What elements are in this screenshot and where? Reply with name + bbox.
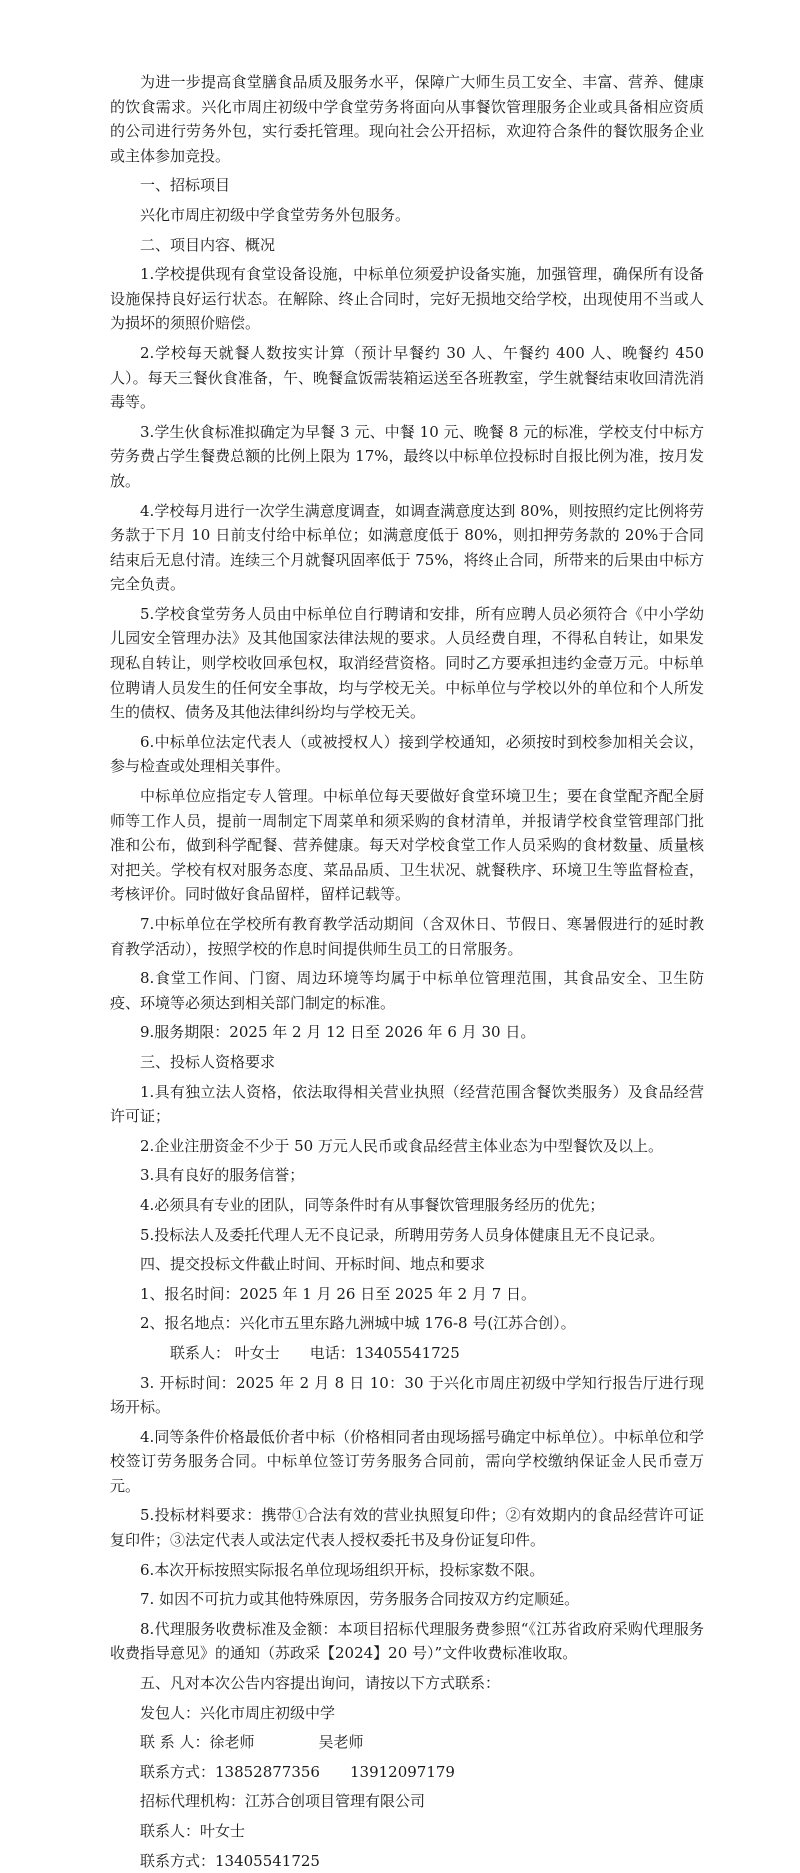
contact-person-2: 吴老师 xyxy=(318,1733,364,1752)
project-name: 兴化市周庄初级中学食堂劳务外包服务。 xyxy=(140,205,411,224)
section-heading: 五、凡对本次公告内容提出询问，请按以下方式联系： xyxy=(140,1674,501,1693)
content-item: 4.学校每月进行一次学生满意度调查，如调查满意度达到 80%，则按照约定比例将劳务款于下月 10 日前支付给中标单位；如满意度低于 80%，则扣押劳务款的 20%于合同结束后无息付清。连续三个月就餐巩固率低于 75%，将终止合同，所带来的后果由中标方完全负责。 xyxy=(110,501,704,594)
registration-contact xyxy=(140,1341,704,1366)
content-item: 3.学生伙食标准拟确定为早餐 3 元、中餐 10 元、晚餐 8 元的标准，学校支付中标方劳务费占学生餐费总额的比例上限为 17%，最终以中标单位投标时自报比例为准，按月发放。 xyxy=(110,422,704,490)
bid-item: 5.投标材料要求：携带①合法有效的营业执照复印件；②有效期内的食品经营许可证复印件；③法定代表人或法定代表人授权委托书及身份证复印件。 xyxy=(110,1506,704,1550)
contact-phones xyxy=(140,1760,704,1785)
registration-place: 2、报名地点：兴化市五里东路九洲城中城 176-8 号(江苏合创）。 xyxy=(140,1314,576,1333)
agency-phone: 联系方式：13405541725 xyxy=(140,1851,320,1870)
qualification-item: 3.具有良好的服务信誉； xyxy=(140,1166,305,1185)
qualification-item: 2.企业注册资金不少于 50 万元人民币或食品经营主体业态为中型餐饮及以上。 xyxy=(140,1136,663,1155)
content-item: 5.学校食堂劳务人员由中标单位自行聘请和安排，所有应聘人员必须符合《中小学幼儿园安全管理办法》及其他国家法律法规的要求。人员经费自理，不得私自转让，如果发现私自转让，则学校收回承包权，取消经营资格。同时乙方要承担违约金壹万元。中标单位聘请人员发生的任何安全事故，均与学校无关。中标单位与学校以外的单位和个人所发生的债权、债务及其他法律纠纷均与学校无关。 xyxy=(110,604,704,722)
content-item: 6.中标单位法定代表人（或被授权人）接到学校通知，必须按时到校参加相关会议，参与检查或处理相关事件。 xyxy=(110,732,704,776)
bid-item: 3. 开标时间：2025 年 2 月 8 日 10：30 于兴化市周庄初级中学知行报告厅进行现场开标。 xyxy=(110,1373,704,1417)
contact-phone: 电话：13405541725 xyxy=(309,1343,460,1362)
content-item: 1.学校提供现有食堂设备设施，中标单位须爱护设备实施，加强管理，确保所有设备设施保持良好运行状态。在解除、终止合同时，完好无损地交给学校，出现使用不当或人为损坏的须照价赔偿。 xyxy=(110,265,704,333)
contact-persons xyxy=(140,1730,704,1755)
contact-person-1: 联 系 人：徐老师 xyxy=(140,1733,255,1752)
contact-name: 联系人： 叶女士 xyxy=(170,1343,280,1362)
section-heading: 一、招标项目 xyxy=(140,176,231,195)
bid-item: 6.本次开标按照实际报名单位现场组织开标，投标家数不限。 xyxy=(140,1560,545,1579)
bid-item: 8.代理服务收费标准及金额：本项目招标代理服务费参照“《江苏省政府采购代理服务收费指导意见》的通知（苏政采【2024】20 号）”文件收费标准收取。 xyxy=(110,1619,704,1663)
qualification-item: 1.具有独立法人资格，依法取得相关营业执照（经营范围含餐饮类服务）及食品经营许可证； xyxy=(110,1082,704,1126)
registration-time: 1、报名时间：2025 年 1 月 26 日至 2025 年 2 月 7 日。 xyxy=(140,1284,537,1303)
bid-item: 7. 如因不可抗力或其他特殊原因，劳务服务合同按双方约定顺延。 xyxy=(140,1590,580,1609)
content-item: 8.食堂工作间、门窗、周边环境等均属于中标单位管理范围，其食品安全、卫生防疫、环境等必须达到相关部门制定的标准。 xyxy=(110,969,704,1012)
bidding-agency: 招标代理机构：江苏合创项目管理有限公司 xyxy=(140,1792,426,1811)
section-heading: 三、投标人资格要求 xyxy=(140,1052,276,1071)
content-item: 7.中标单位在学校所有教育教学活动期间（含双休日、节假日、寒暑假进行的延时教育教学活动），按照学校的作息时间提供师生员工的日常服务。 xyxy=(110,915,704,958)
bid-item: 4.同等条件价格最低价者中标（价格相同者由现场摇号确定中标单位）。中标单位和学校签订劳务服务合同。中标单位签订劳务服务合同前，需向学校缴纳保证金人民币壹万元。 xyxy=(110,1427,704,1495)
content-item: 2.学校每天就餐人数按实计算（预计早餐约 30 人、午餐约 400 人、晚餐约 450 人）。每天三餐伙食准备，午、晚餐盒饭需装箱运送至各班教室，学生就餐结束收回清洗消毒等。 xyxy=(110,343,704,412)
service-period: 9.服务期限：2025 年 2 月 12 日至 2026 年 6 月 30 日。 xyxy=(140,1023,536,1042)
intro-paragraph: 为进一步提高食堂膳食品质及服务水平，保障广大师生员工安全、丰富、营养、健康的饮食需求。兴化市周庄初级中学食堂劳务将面向从事餐饮管理服务企业或具备相应资质的公司进行劳务外包，实行委托管理。现向社会公开招标，欢迎符合条件的餐饮服务企业或主体参加竞投。 xyxy=(110,73,704,165)
qualification-item: 4.必须具有专业的团队，同等条件时有从事餐饮管理服务经历的优先； xyxy=(140,1195,605,1214)
agency-contact: 联系人：叶女士 xyxy=(140,1822,246,1840)
contact-phone-2: 13912097179 xyxy=(349,1762,455,1781)
issuer: 发包人：兴化市周庄初级中学 xyxy=(140,1703,336,1722)
qualification-item: 5.投标法人及委托代理人无不良记录，所聘用劳务人员身体健康且无不良记录。 xyxy=(140,1225,665,1244)
contact-phone-1: 联系方式：13852877356 xyxy=(140,1762,320,1781)
section-heading: 二、项目内容、概况 xyxy=(140,235,276,254)
section-heading: 四、提交投标文件截止时间、开标时间、地点和要求 xyxy=(140,1255,486,1274)
content-item: 中标单位应指定专人管理。中标单位每天要做好食堂环境卫生；要在食堂配齐配全厨师等工作人员，提前一周制定下周菜单和须采购的食材清单，并报请学校食堂管理部门批准和公布，做到科学配餐、营养健康。每天对学校食堂工作人员采购的食材数量、质量核对把关。学校有权对服务态度、菜品品质、卫生状况、就餐秩序、环境卫生等监督检查，考核评价。同时做好食品留样，留样记载等。 xyxy=(110,787,704,904)
